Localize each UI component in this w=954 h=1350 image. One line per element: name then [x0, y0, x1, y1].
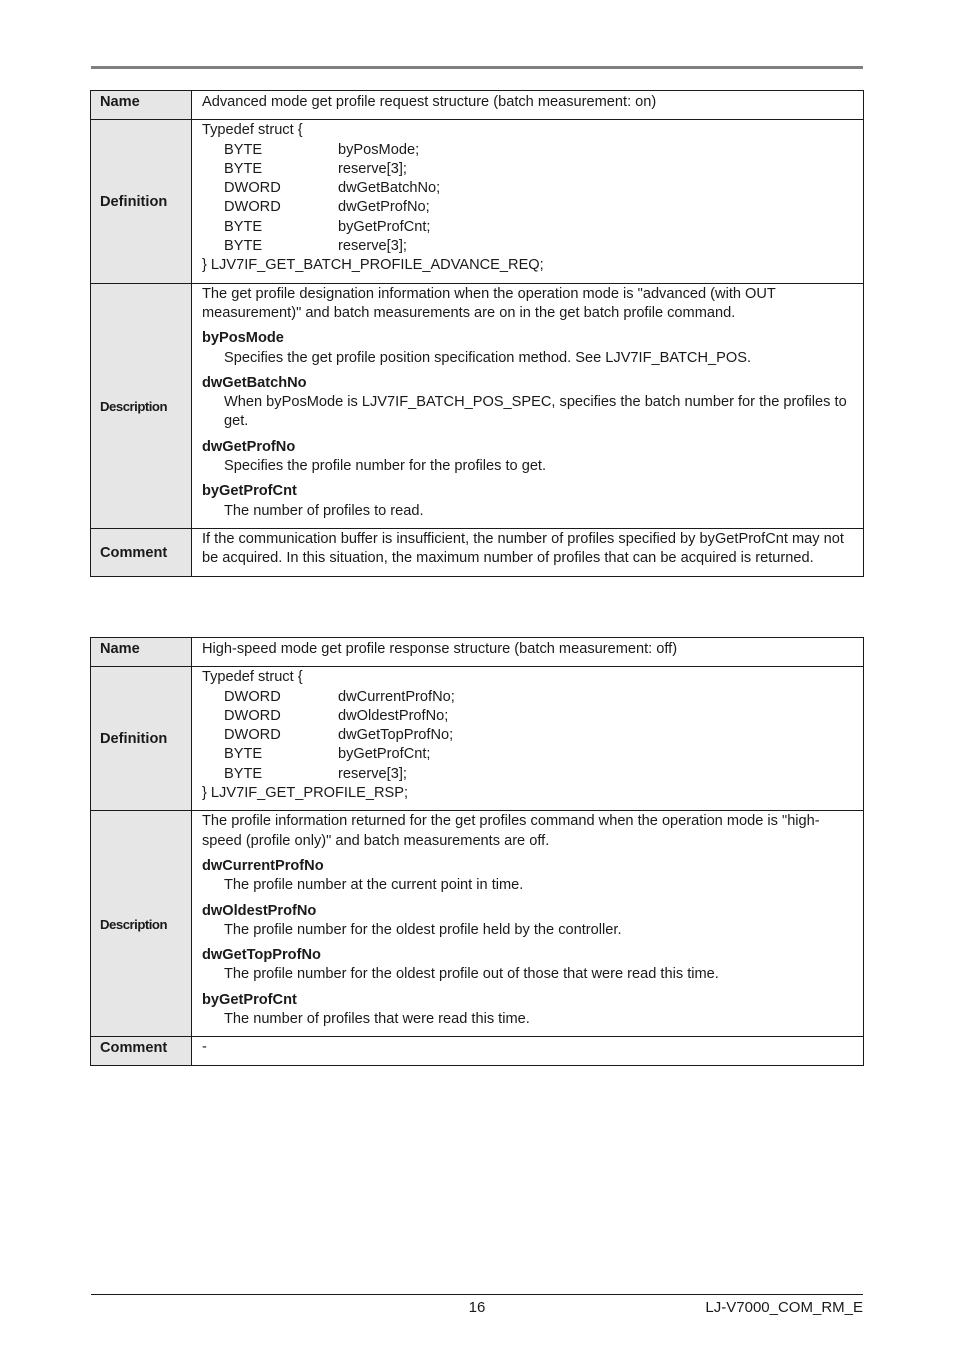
field-entry [202, 438, 855, 477]
name-label: Name [91, 91, 192, 120]
field-description: Specifies the profile number for the profiles to get. [224, 458, 547, 475]
member-type: BYTE [224, 160, 263, 177]
struct-member [202, 218, 855, 237]
description-label: Description [91, 283, 192, 528]
member-field: dwGetTopProfNo; [338, 727, 454, 744]
name-label: Name [91, 638, 192, 667]
typedef-open: Typedef struct { [202, 122, 303, 139]
description-content [192, 811, 864, 1037]
field-description: The profile number for the oldest profile out of those that were read this time. [224, 966, 719, 983]
field-entry [202, 946, 855, 985]
comment-row [91, 528, 864, 576]
field-description: The number of profiles that were read this time. [224, 1011, 530, 1028]
field-description: The profile number at the current point in time. [224, 877, 524, 894]
struct-member [202, 707, 855, 726]
field-entry [202, 374, 855, 432]
member-type: BYTE [224, 765, 263, 782]
typedef-close: } LJV7IF_GET_PROFILE_RSP; [202, 785, 409, 802]
field-description: Specifies the get profile position specification method. See LJV7IF_BATCH_POS. [224, 349, 751, 366]
field-description: The profile number for the oldest profile held by the controller. [224, 921, 622, 938]
definition-row [91, 667, 864, 811]
struct-member [202, 198, 855, 217]
typedef-close: } LJV7IF_GET_BATCH_PROFILE_ADVANCE_REQ; [202, 257, 544, 274]
struct-member [202, 726, 855, 745]
struct-table-batch-profile-advance-req [90, 90, 864, 577]
document-id: LJ-V7000_COM_RM_E [705, 1299, 863, 1316]
field-name: byGetProfCnt [202, 483, 297, 500]
member-type: BYTE [224, 218, 263, 235]
typedef-open: Typedef struct { [202, 669, 303, 686]
member-field: byGetProfCnt; [338, 746, 431, 763]
member-type: DWORD [224, 180, 281, 197]
definition-label: Definition [91, 667, 192, 811]
description-intro: The profile information returned for the get profiles command when the operation mode is "high-speed (profile only)" and batch measurements are off. [202, 813, 820, 849]
field-name: dwGetBatchNo [202, 374, 307, 391]
description-row [91, 283, 864, 528]
member-field: byGetProfCnt; [338, 218, 431, 235]
description-content [192, 283, 864, 528]
member-field: byPosMode; [338, 141, 420, 158]
field-name: dwCurrentProfNo [202, 857, 324, 874]
member-field: reserve[3]; [338, 160, 407, 177]
field-entry [202, 902, 855, 941]
member-type: DWORD [224, 707, 281, 724]
field-entry [202, 482, 855, 521]
struct-member [202, 745, 855, 764]
comment-label: Comment [91, 528, 192, 576]
definition-label: Definition [91, 120, 192, 283]
struct-member [202, 179, 855, 198]
field-description: The number of profiles to read. [224, 502, 424, 519]
member-type: DWORD [224, 727, 281, 744]
footer-rule [91, 1294, 863, 1295]
description-intro: The get profile designation information when the operation mode is "advanced (with OUT measurement)" and batch measurements are on in the get batch profile command. [202, 285, 776, 321]
comment-text: If the communication buffer is insufficient, the number of profiles specified by byGetProfCnt may not be acquired. In this situation, the maximum number of profiles that can be acquired is returned. [192, 528, 864, 576]
struct-member [202, 160, 855, 179]
description-row [91, 811, 864, 1037]
member-type: BYTE [224, 141, 263, 158]
field-name: dwGetTopProfNo [202, 947, 321, 964]
comment-label: Comment [91, 1037, 192, 1065]
field-description: When byPosMode is LJV7IF_BATCH_POS_SPEC, specifies the batch number for the profiles to get. [224, 394, 847, 430]
member-field: dwGetProfNo; [338, 199, 430, 216]
definition-row [91, 120, 864, 283]
field-name: dwOldestProfNo [202, 902, 317, 919]
member-type: DWORD [224, 688, 281, 705]
member-field: dwGetBatchNo; [338, 180, 441, 197]
header-rule [91, 66, 863, 69]
member-type: BYTE [224, 238, 263, 255]
struct-member [202, 688, 855, 707]
name-row [91, 91, 864, 120]
member-field: dwCurrentProfNo; [338, 688, 455, 705]
member-field: reserve[3]; [338, 765, 407, 782]
field-name: byGetProfCnt [202, 991, 297, 1008]
member-type: DWORD [224, 199, 281, 216]
member-field: reserve[3]; [338, 238, 407, 255]
field-entry [202, 329, 855, 368]
description-label: Description [91, 811, 192, 1037]
struct-member [202, 765, 855, 784]
field-name: dwGetProfNo [202, 438, 296, 455]
field-entry [202, 991, 855, 1030]
comment-row [91, 1037, 864, 1065]
struct-table-get-profile-rsp [90, 637, 864, 1066]
struct-name: High-speed mode get profile response structure (batch measurement: off) [192, 638, 864, 667]
struct-member [202, 141, 855, 160]
page-number: 16 [468, 1299, 486, 1316]
definition-code [192, 120, 864, 283]
member-field: dwOldestProfNo; [338, 707, 449, 724]
definition-code [192, 667, 864, 811]
field-entry [202, 857, 855, 896]
struct-member [202, 237, 855, 256]
field-name: byPosMode [202, 330, 284, 347]
struct-name: Advanced mode get profile request structure (batch measurement: on) [192, 91, 864, 120]
comment-text: - [192, 1037, 864, 1065]
member-type: BYTE [224, 746, 263, 763]
name-row [91, 638, 864, 667]
